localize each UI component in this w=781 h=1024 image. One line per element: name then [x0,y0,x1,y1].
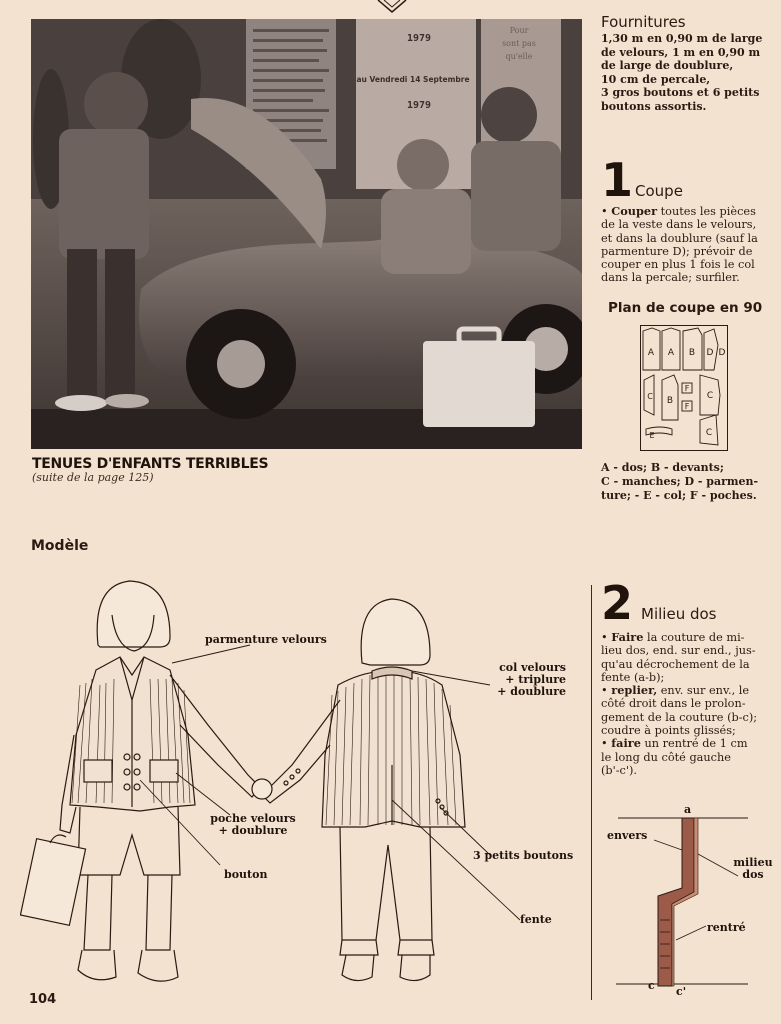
step1-line: parmenture D); prévoir de [601,244,753,258]
label-bouton: bouton [224,868,268,881]
plan-piece: F [684,384,690,393]
bullet: • [601,631,608,644]
step1-text [601,205,773,285]
step2-line: la couture de mi- [647,631,745,644]
fournitures-line: de large de doublure, [601,59,734,72]
plan-piece: C [647,392,653,401]
cutting-plan-diagram [640,325,728,451]
step1-verb: Couper [611,204,658,218]
plan-piece: C [706,391,714,401]
plan-piece: A [647,348,655,358]
step2-text [601,631,773,777]
plan-piece: C [705,428,713,438]
label-col-line: + doublure [497,685,566,698]
step1-line: de la veste dans le velours, [601,218,757,232]
bullet: • [601,684,608,698]
fournitures-title: Fournitures [601,13,686,31]
article-subtitle: (suite de la page 125) [32,471,154,484]
step2-line: (b'-c'). [601,763,637,777]
label-poche [207,813,299,837]
diagram-label-a: a [684,803,692,816]
diagram-label-milieu-line: milieu [733,856,773,869]
step2-line: côté droit dans le prolon- [601,697,746,711]
step1-line: couper en plus 1 fois le col [601,258,755,272]
step2-line: coudre à points glissés; [601,724,736,738]
step1-number: 1 [601,153,634,207]
legend-line: C - manches; D - parmen- [601,475,759,488]
plan-piece: A [667,348,675,358]
label-col-line: col velours [499,661,566,674]
step2-title: Milieu dos [641,605,717,623]
plan-piece: D [706,348,714,358]
label-petits-boutons: 3 petits boutons [473,849,574,862]
plan-piece: B [666,396,674,406]
plan-piece: E [649,431,655,440]
diagram-label-c-prime: c' [676,985,687,998]
fournitures-list [601,32,773,113]
fournitures-line: 3 gros boutons et 6 petits [601,86,760,99]
step1-line: dans la percale; surfiler. [601,271,740,285]
step1-text-first: toutes les pièces [660,205,756,218]
plan-legend [601,461,773,503]
plan-piece: F [684,402,690,411]
label-col [493,662,566,698]
article-title: TENUES D'ENFANTS TERRIBLES [32,456,269,472]
diagram-label-rentre: rentré [707,921,746,934]
bullet: • [601,205,608,218]
ornament-icon [372,0,412,16]
label-poche-line: + doublure [218,824,288,837]
diagram-label-envers: envers [607,829,648,842]
diagram-label-dos-line: dos [742,868,764,881]
poster-line-3: 1979 [406,100,432,111]
step2-line: gement de la couture (b-c); [601,710,758,724]
step2-line: fente (a-b); [601,670,665,684]
label-col-line: + triplure [505,673,566,686]
label-fente: fente [520,913,552,926]
diagram-label-milieu-dos [733,857,773,881]
fournitures-line: 1,30 m en 0,90 m de large [601,32,763,45]
step2-line: lieu dos, end. sur end., jus- [601,644,756,658]
step2-verb: Faire [611,630,644,644]
poster-right-1: Pour [509,26,529,35]
page-number: 104 [29,992,57,1007]
step1-line: et dans la doublure (sauf la [601,231,758,245]
step1-section [601,153,773,285]
step2-verb: faire [611,736,641,751]
step1-title: Coupe [635,182,683,200]
step2-line: env. sur env., le [660,684,750,698]
poster-line-1: 1979 [406,33,432,44]
modele-title: Modèle [31,538,89,554]
bullet: • [601,737,608,751]
fournitures-line: 10 cm de percale, [601,72,711,86]
column-divider [591,585,592,1000]
label-poche-line: poche velours [210,812,296,825]
poster-line-2: au Vendredi 14 Septembre [356,75,470,84]
children-car-photo [31,19,582,449]
fournitures-section [601,13,773,113]
poster-right-2: sont pas [502,39,536,48]
step2-verb: replier, [611,683,658,698]
label-parmenture: parmenture velours [205,633,327,646]
plan-piece: B [688,348,696,358]
step2-line: qu'au décrochement de la [601,657,750,671]
diagram-label-c: c [648,979,655,992]
legend-line: ture; - E - col; F - poches. [601,489,757,502]
fournitures-line: boutons assortis. [601,99,707,113]
step2-line: le long du côté gauche [601,750,731,764]
poster-right-3: qu'elle [505,52,533,61]
step2-line: un rentré de 1 cm [644,737,748,751]
fournitures-line: de velours, 1 m en 0,90 m [601,45,761,59]
plan-piece: D [718,348,726,358]
step2-number: 2 [601,576,634,630]
legend-line: A - dos; B - devants; [601,461,724,474]
plan-title: Plan de coupe en 90 [608,300,763,316]
step2-section [601,576,773,777]
